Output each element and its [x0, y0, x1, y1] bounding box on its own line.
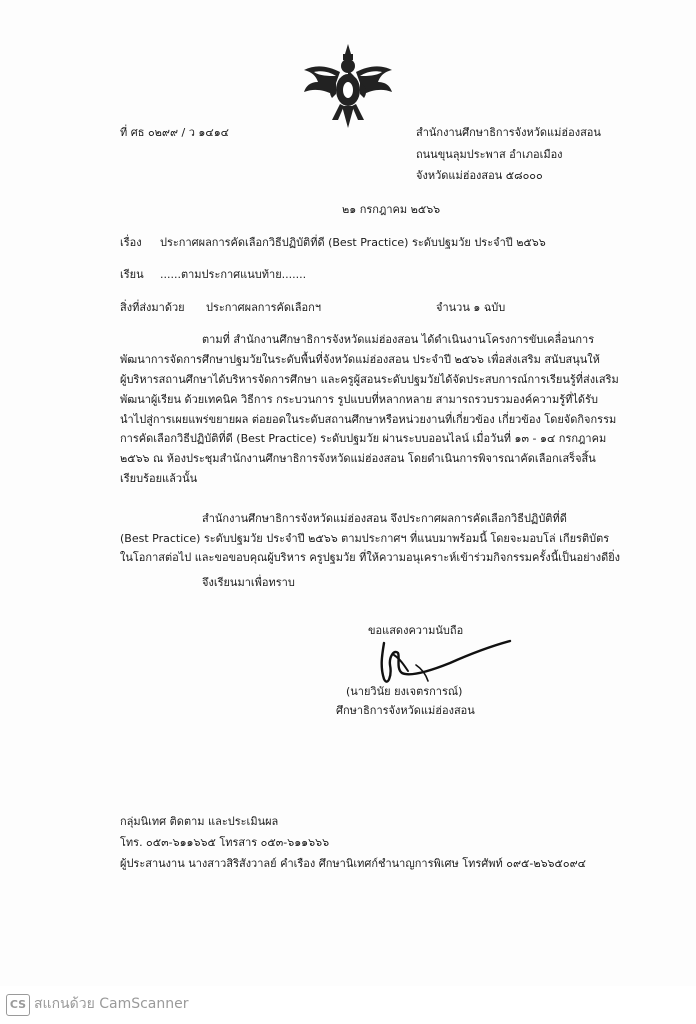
recipient-text: ......ตามประกาศแนบท้าย....... — [160, 268, 307, 281]
camscanner-logo-icon: CS — [6, 994, 30, 1016]
office-street: ถนนขุนลุมประพาส อำเภอเมือง — [416, 148, 563, 161]
subject-text: ประกาศผลการคัดเลือกวิธีปฏิบัติที่ดี (Best Practice) ระดับปฐมวัย ประจำปี ๒๕๖๖ — [160, 236, 546, 249]
handwritten-signature — [370, 635, 520, 689]
salutation: ขอแสดงความนับถือ — [368, 624, 464, 637]
body-paragraph-2-line: ในโอกาสต่อไป และขอขอบคุณผู้บริหาร ครูปฐมวัย ที่ให้ความอนุเคราะห์เข้าร่วมกิจกรรมครั้งนี้เป็นอย่างดียิ่ง — [120, 551, 621, 564]
closing-line: จึงเรียนมาเพื่อทราบ — [202, 576, 295, 589]
body-paragraph-1-line: นำไปสู่การเผยแพร่ขยายผล ต่อยอดในระดับสถานศึกษาหรือหน่วยงานที่เกี่ยวข้อง เกี่ยวข้อง โดยจัดกิจกรรม — [120, 413, 617, 426]
signatory-name: (นายวินัย ยงเจตรการณ์) — [346, 685, 463, 698]
body-paragraph-1-line: พัฒนาผู้เรียน ด้วยเทคนิค วิธีการ กระบวนการ รูปแบบที่หลากหลาย สามารถรวบรวมองค์ความรู้ที่ได้รับ — [120, 393, 598, 406]
recipient-label: เรียน — [120, 268, 144, 281]
body-paragraph-2-line: (Best Practice) ระดับปฐมวัย ประจำปี ๒๕๖๖ ตามประกาศฯ ที่แนบมาพร้อมนี้ โดยจะมอบโล่ เกียรติบัตร — [120, 532, 610, 545]
footer-coordinator: ผู้ประสานงาน นางสาวสิริสังวาลย์ คำเรือง ศึกษานิเทศก์ชำนาญการพิเศษ โทรศัพท์ ๐๙๕-๒๖๖๕๐๙๔ — [120, 857, 586, 870]
reference-number: ที่ ศธ ๐๒๙๙ / ว ๑๔๑๔ — [120, 126, 230, 139]
letter-date: ๒๑ กรกฎาคม ๒๕๖๖ — [342, 203, 441, 216]
enclosure-count: จำนวน ๑ ฉบับ — [436, 301, 506, 314]
body-paragraph-1-line: การคัดเลือกวิธีปฏิบัติที่ดี (Best Practice) ระดับปฐมวัย ผ่านระบบออนไลน์ เมื่อวันที่ ๑๓ - ๑๔ กรกฎาคม — [120, 432, 607, 445]
garuda-emblem-icon — [302, 42, 394, 132]
footer-phone: โทร. ๐๕๓-๖๑๑๖๖๕ โทรสาร ๐๕๓-๖๑๑๖๖๖ — [120, 836, 330, 849]
footer-unit: กลุ่มนิเทศ ติดตาม และประเมินผล — [120, 815, 279, 828]
enclosure-text: ประกาศผลการคัดเลือกฯ — [206, 301, 321, 314]
body-paragraph-1-line: ๒๕๖๖ ณ ห้องประชุมสำนักงานศึกษาธิการจังหวัดแม่ฮ่องสอน โดยดำเนินการพิจารณาคัดเลือกเสร็จสิ้น — [120, 452, 596, 465]
body-paragraph-1-line: ผู้บริหารสถานศึกษาได้บริหารจัดการศึกษา และครูผู้สอนระดับปฐมวัยได้จัดประสบการณ์การเรียนรู้ที่ส่งเสริม — [120, 373, 619, 386]
body-paragraph-1-line: เรียบร้อยแล้วนั้น — [120, 472, 198, 485]
signatory-position: ศึกษาธิการจังหวัดแม่ฮ่องสอน — [336, 704, 475, 717]
subject-label: เรื่อง — [120, 236, 142, 249]
camscanner-watermark-text: สแกนด้วย CamScanner — [34, 996, 189, 1012]
office-name: สำนักงานศึกษาธิการจังหวัดแม่ฮ่องสอน — [416, 126, 601, 139]
enclosure-label: สิ่งที่ส่งมาด้วย — [120, 301, 185, 314]
body-paragraph-1-line: ตามที่ สำนักงานศึกษาธิการจังหวัดแม่ฮ่องสอน ได้ดำเนินงานโครงการขับเคลื่อนการ — [202, 333, 595, 346]
body-paragraph-2-line: สำนักงานศึกษาธิการจังหวัดแม่ฮ่องสอน จึงประกาศผลการคัดเลือกวิธีปฏิบัติที่ดี — [202, 512, 567, 525]
body-paragraph-1-line: พัฒนาการจัดการศึกษาปฐมวัยในระดับพื้นที่จังหวัดแม่ฮ่องสอน ประจำปี ๒๕๖๖ เพื่อส่งเสริม สนับสนุนให้ — [120, 353, 600, 366]
office-province: จังหวัดแม่ฮ่องสอน ๕๘๐๐๐ — [416, 169, 543, 182]
